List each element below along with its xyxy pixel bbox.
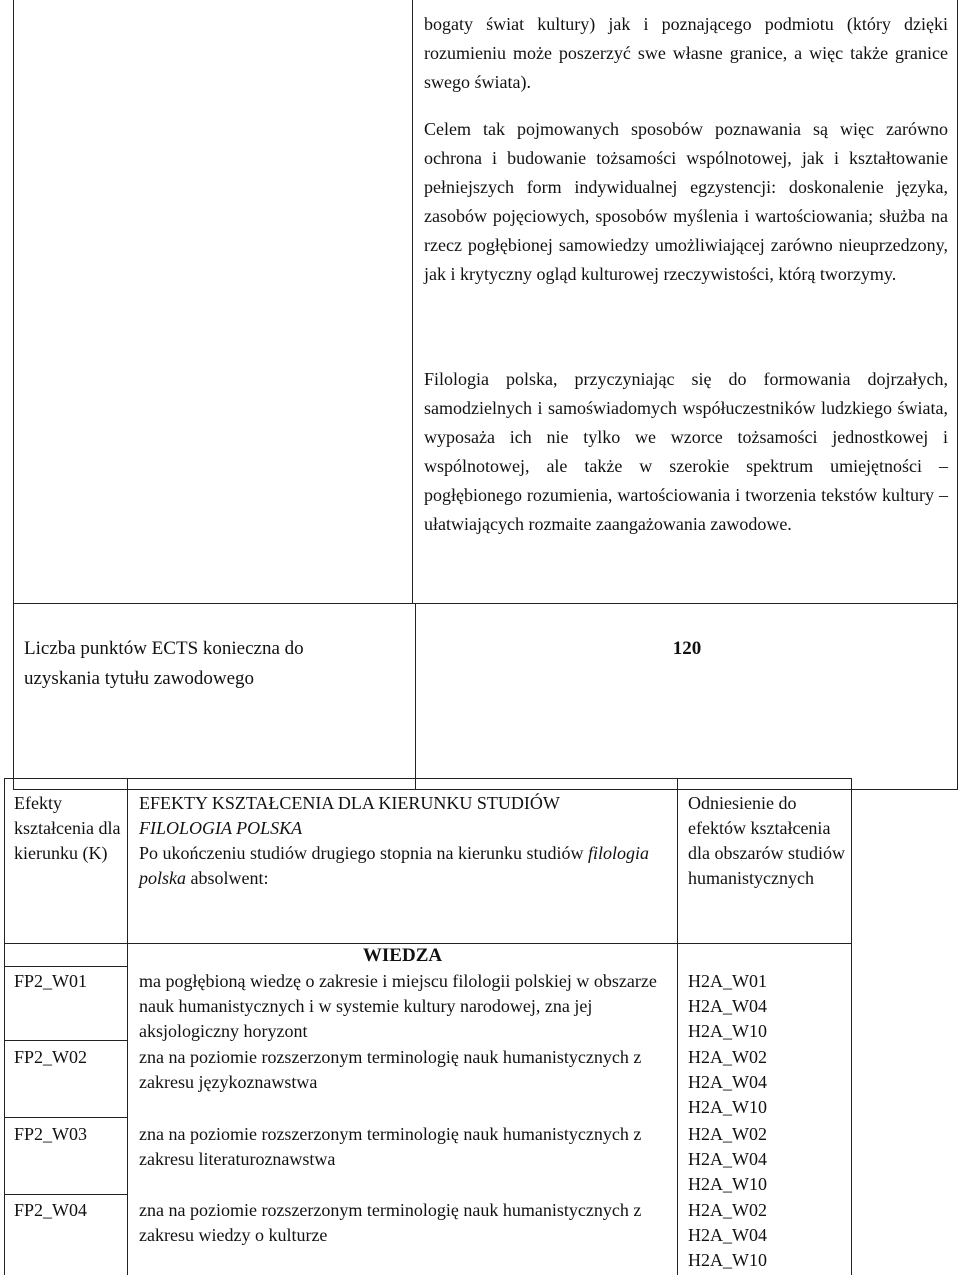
header-subtitle-part-a: Po ukończeniu studiów drugiego stopnia na kierunku studiów (139, 843, 588, 863)
outcome-references (688, 1198, 767, 1273)
intro-paragraph-1: bogaty świat kultury) jak i poznającego podmiotu (który dzięki rozumieniu może poszerzyć swe własne granice, a więc także granice swego świata). (424, 14, 948, 92)
ects-label: Liczba punktów ECTS konieczna do uzyskania tytułu zawodowego (24, 638, 304, 689)
outcome-code: FP2_W04 (14, 1200, 88, 1220)
header-subtitle-italic: filologia polska (139, 843, 649, 888)
header-title: EFEKTY KSZTAŁCENIA DLA KIERUNKU STUDIÓW (139, 793, 560, 813)
reference-code: H2A_W10 (688, 1174, 767, 1194)
reference-code: H2A_W01 (688, 971, 767, 991)
outcome-code: FP2_W01 (14, 971, 88, 991)
header-subtitle-part-b: absolwent: (186, 868, 269, 888)
outcome-description: ma pogłębioną wiedzę o zakresie i miejscu filologii polskiej w obszarze nauk humanistycznych i w systemie kultury narodowej, zna jej aksjologiczny horyzont (139, 971, 657, 1041)
header-subtitle (139, 841, 674, 891)
outcome-references (688, 1122, 767, 1197)
reference-code: H2A_W10 (688, 1021, 767, 1041)
ects-value: 120 (672, 638, 702, 659)
header-outcomes-description (139, 791, 674, 891)
reference-code: H2A_W04 (688, 996, 767, 1016)
outcome-code: FP2_W03 (14, 1124, 88, 1144)
reference-code: H2A_W02 (688, 1200, 767, 1220)
header-title-italic: FILOLOGIA POLSKA (139, 818, 303, 838)
outcome-references (688, 969, 767, 1044)
reference-code: H2A_W04 (688, 1072, 767, 1092)
header-outcomes-code: Efekty kształcenia dla kierunku (K) (14, 793, 121, 863)
reference-code: H2A_W10 (688, 1250, 767, 1270)
outcome-references (688, 1045, 767, 1120)
reference-code: H2A_W04 (688, 1149, 767, 1169)
outcome-description: zna na poziomie rozszerzonym terminologię nauk humanistycznych z zakresu językoznawstwa (139, 1047, 642, 1092)
outcome-code: FP2_W02 (14, 1047, 88, 1067)
outcome-description: zna na poziomie rozszerzonym terminologię nauk humanistycznych z zakresu wiedzy o kulturze (139, 1200, 642, 1245)
reference-code: H2A_W02 (688, 1124, 767, 1144)
intro-paragraph-2: Celem tak pojmowanych sposobów poznawania są więc zarówno ochrona i budowanie tożsamości wspólnotowej, jak i kształtowanie pełniejszych form indywidualnej egzystencji: doskonalenie języka, zasobów pojęciowych, sposobów myślenia i wartościowania; służba na rzecz pogłębionej samowiedzy umożliwiającej zarówno nieuprzedzony, jak i krytyczny ogląd kulturowej rzeczywistości, którą tworzymy. (424, 119, 948, 284)
intro-paragraph-3: Filologia polska, przyczyniając się do formowania dojrzałych, samodzielnych i samoświadomych współuczestników ludzkiego świata, wyposaża ich nie tylko we wzorce tożsamości jednostkowej i wspólnotowej, ale także w szerokie spektrum umiejętności – pogłębionego rozumienia, wartościowania i tworzenia tekstów kultury – ułatwiających rozmaite zaangażowania zawodowe. (424, 369, 948, 534)
reference-code: H2A_W04 (688, 1225, 767, 1245)
section-title-wiedza: WIEDZA (362, 945, 443, 966)
reference-code: H2A_W10 (688, 1097, 767, 1117)
header-references: Odniesienie do efektów kształcenia dla obszarów studiów humanistycznych (688, 793, 845, 888)
reference-code: H2A_W02 (688, 1047, 767, 1067)
outcome-description: zna na poziomie rozszerzonym terminologię nauk humanistycznych z zakresu literaturoznawstwa (139, 1124, 642, 1169)
